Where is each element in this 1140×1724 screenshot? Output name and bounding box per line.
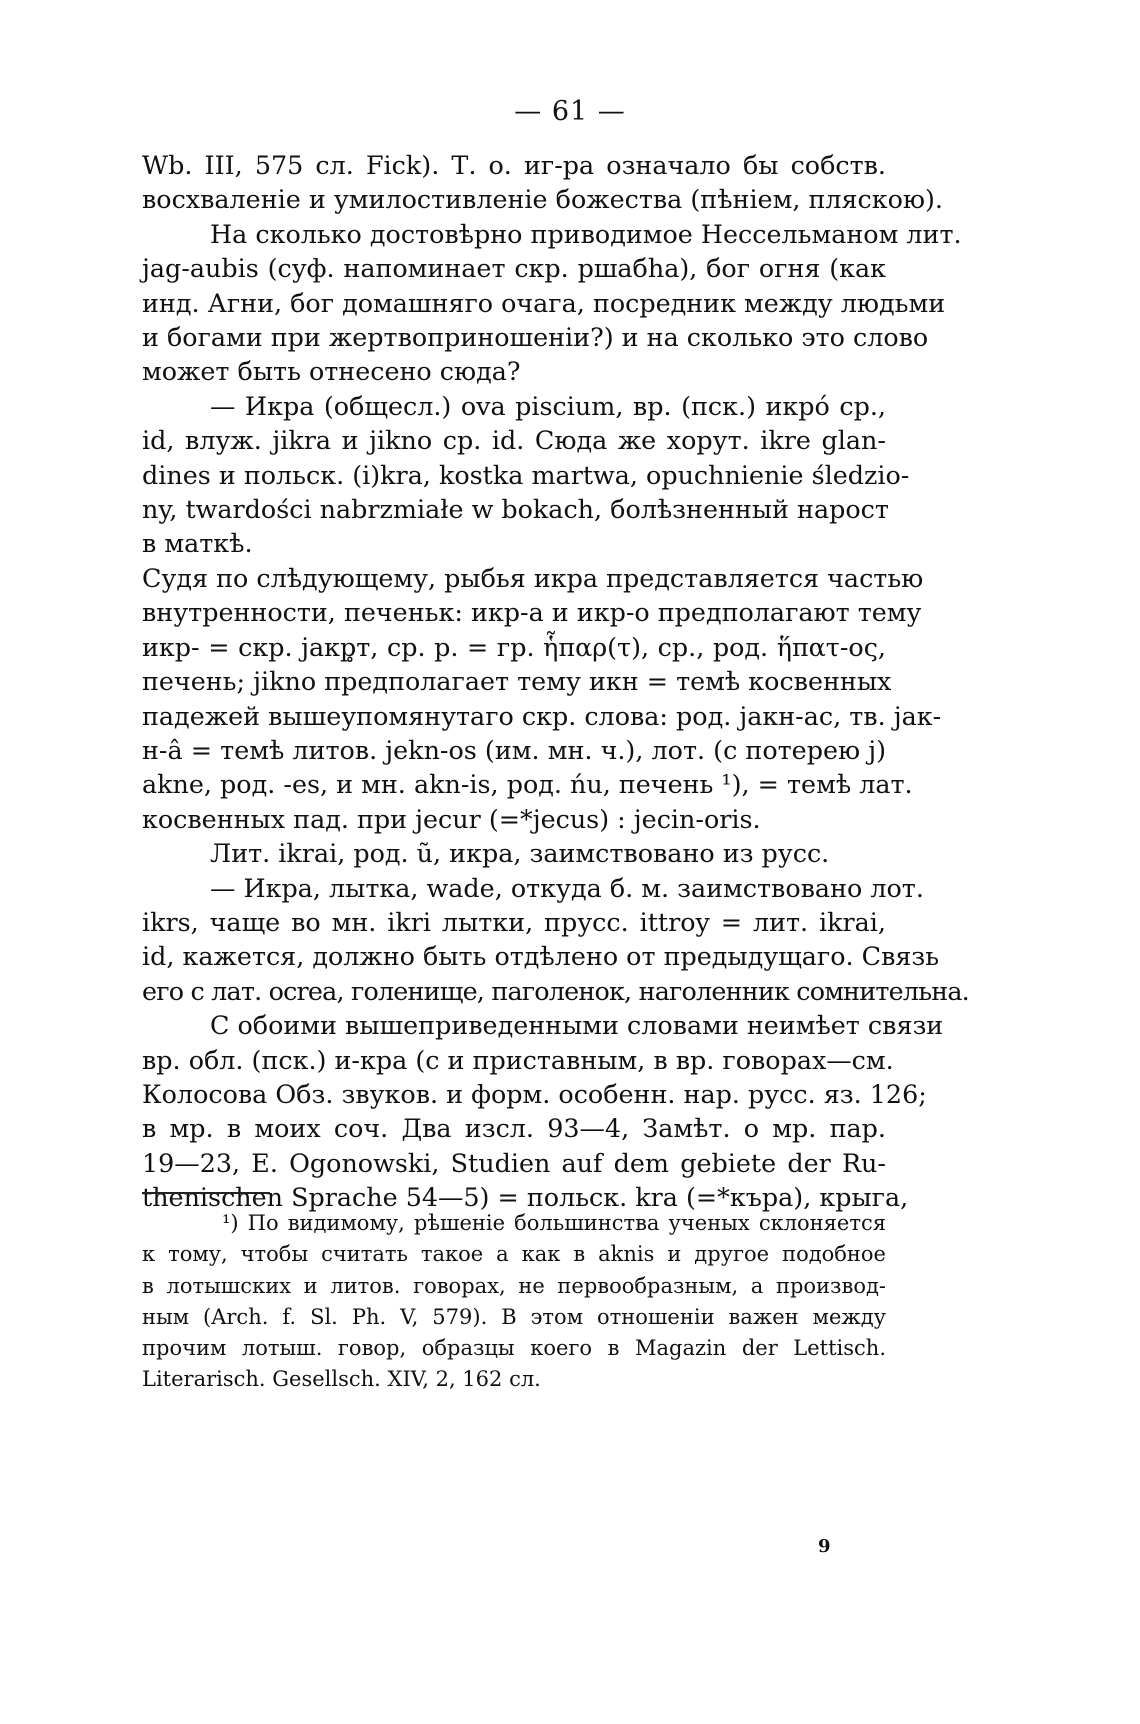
text-line: С обоими вышеприведенными словами неимѣет связи [210,1010,944,1041]
text-line: восхваленіе и умилостивленіе божества (пѣніем, пляскою). [142,184,944,215]
text-line: падежей вышеупомянутаго скр. слова: род. jакн-ас, тв. jак- [142,700,942,731]
signature-mark: 9 [818,1536,831,1557]
text-line: внутренности, печеньк: икр-а и икр-о предполагают тему [142,597,922,628]
footnote-line: к тому, чтобы считать такое a как в aknis и другое подобное [142,1242,886,1267]
text-line: ikrs, чаще во мн. ikri лытки, прусс. ittroy = лит. ikrai, [142,906,886,937]
text-line: печень; jikno предполагает тему икн = темѣ косвенных [142,666,892,697]
text-line: — Икра (общесл.) ova piscium, вр. (пск.) икро́ ср., [210,390,886,421]
footnote-line: прочим лотыш. говор, образцы коего в Magazin der Lettisch. [142,1336,886,1361]
footnote-divider [142,1192,270,1194]
text-line: ny, twardości nabrzmiałe w bokach, болѣзненный нарост [142,494,889,525]
text-line: в маткѣ. [142,528,253,559]
footnote-line: ным (Arch. f. Sl. Ph. V, 579). В этом отношеніи важен между [142,1304,886,1329]
text-line: id, влуж. jikra и jikno ср. id. Сюда же хорут. ikre glan- [142,425,886,456]
text-line: икр- = скр. jакр̥т, ср. р. = гр. ἧπαρ(τ), ср., род. ἥπατ-ος, [142,631,886,662]
footnote-line: Literarisch. Gesellsch. XIV, 2, 162 сл. [142,1367,541,1392]
text-line: 19—23, E. Ogonowski, Studien auf dem gebiete der Ru- [142,1147,886,1178]
text-line: jag-aubis (суф. напоминает скр. ршабhа), бог огня (как [142,253,886,284]
main-text [142,148,969,1215]
text-line: может быть отнесено сюда? [142,356,521,387]
text-line: Судя по слѣдующему, рыбья икра представляется частью [142,562,924,593]
text-line: На сколько достовѣрно приводимое Нессельманом лит. [210,218,962,249]
text-line: akne, род. -es, и мн. akn-is, род. ńu, печень ¹), = темѣ лат. [142,769,913,800]
footnote-line: ¹) По видимому, рѣшеніе большинства ученых склоняется [222,1211,886,1235]
page-number: — 61 — [514,96,626,127]
footnote [142,1208,886,1396]
text-line: в мр. в моих соч. Два изсл. 93—4, Замѣт. о мр. пар. [142,1113,886,1144]
text-line: dines и польск. (i)kra, kostka martwa, opuchnienie śledzio- [142,459,910,490]
text-line: id, кажется, должно быть отдѣлено от предыдущаго. Связь [142,941,940,972]
text-line: thenischen Sprache 54—5) = польск. kra (=*къра), крыга, [142,1182,909,1213]
text-line: вр. обл. (пск.) и-кра (с и приставным, в вр. говорах—см. [142,1044,894,1075]
text-line: Wb. III, 575 сл. Fick). Т. о. иг-ра означало бы собств. [142,150,886,180]
text-line: и богами при жертвоприношеніи?) и на сколько это слово [142,322,929,353]
text-line: инд. Агни, бог домашняго очага, посредник между людьми [142,287,946,318]
text-line: Лит. ikrai, род. ũ, икра, заимствовано из русс. [210,838,830,869]
footnote-line: в лотышских и литов. говорах, не первообразным, а производ- [142,1273,886,1298]
text-line: косвенных пад. при jecur (=*jecus) : jecin-oris. [142,803,761,834]
text-line: — Икра, лытка, wade, откуда б. м. заимствовано лот. [210,872,924,903]
text-line: его с лат. ocrea, голенище, паголенок, наголенник сомнительна. [142,975,969,1006]
text-line: н-â = темѣ литов. jekn-os (им. мн. ч.), лот. (с потерею j) [142,734,886,765]
text-line: Колосова Обз. звуков. и форм. особенн. нар. русс. яз. 126; [142,1078,927,1109]
